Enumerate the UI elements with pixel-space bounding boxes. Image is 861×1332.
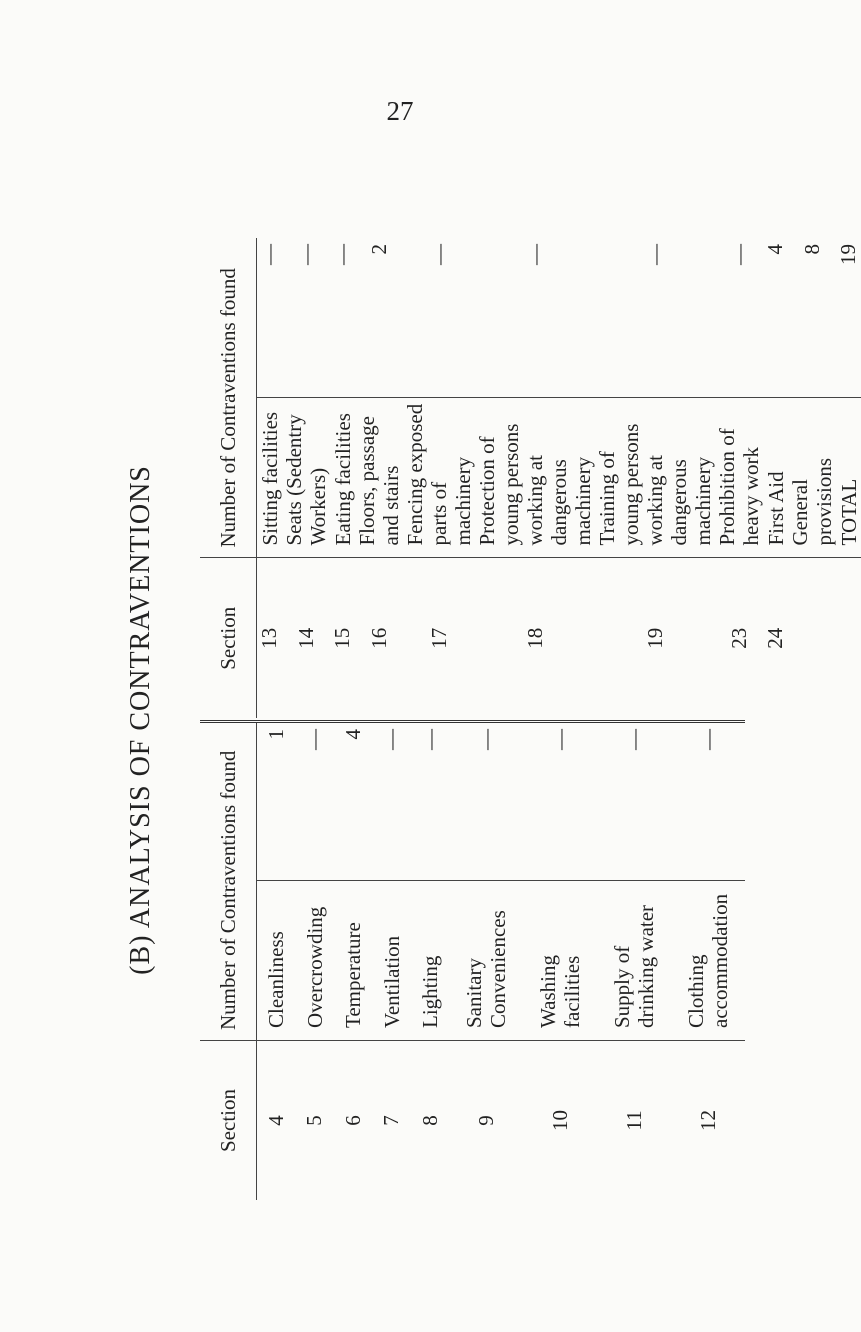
table-row bbox=[475, 238, 595, 718]
table-row bbox=[373, 722, 411, 1201]
section-number: 6 bbox=[340, 1115, 365, 1126]
provision-name: Seats (Sedentry Workers) bbox=[282, 398, 330, 558]
contraventions-table-right bbox=[200, 238, 861, 718]
total-value: 19 bbox=[836, 238, 861, 398]
contravention-count: 4 bbox=[763, 238, 788, 398]
section-number: 23 bbox=[726, 627, 751, 649]
provision-name: Temperature bbox=[334, 881, 372, 1041]
provision-name: Washing facilities bbox=[523, 881, 597, 1041]
provision-name: Sanitary Conveniences bbox=[450, 881, 524, 1041]
provision-name: Sitting facilities bbox=[257, 398, 283, 558]
section-number: 7 bbox=[379, 1115, 404, 1126]
table-row bbox=[330, 238, 355, 718]
table-row bbox=[296, 722, 334, 1201]
contraventions-table-left bbox=[200, 720, 745, 1200]
section-number: 17 bbox=[426, 627, 451, 649]
table-row bbox=[715, 238, 763, 718]
section-number: 4 bbox=[263, 1115, 288, 1126]
provision-name: Floors, passage and stairs bbox=[355, 398, 403, 558]
header-count: Number of Contraventions found bbox=[200, 722, 257, 1041]
table-row bbox=[595, 238, 715, 718]
provision-name: Lighting bbox=[411, 881, 449, 1041]
section-number: 19 bbox=[642, 627, 667, 649]
section-number: 8 bbox=[417, 1115, 442, 1126]
page-title: (B) ANALYSIS OF CONTRAVENTIONS bbox=[125, 465, 156, 975]
section-number: 12 bbox=[695, 1110, 720, 1131]
table-row bbox=[355, 238, 403, 718]
contravention-count: — bbox=[403, 238, 475, 398]
table-row bbox=[411, 722, 449, 1201]
table-row bbox=[334, 722, 372, 1201]
provision-name: Ventilation bbox=[373, 881, 411, 1041]
contravention-count: — bbox=[330, 238, 355, 398]
provision-name: Overcrowding bbox=[296, 881, 334, 1041]
contravention-count: — bbox=[373, 722, 411, 882]
contravention-count: 1 bbox=[257, 722, 296, 882]
header-count: Number of Contraventions found bbox=[200, 238, 257, 558]
section-number: 24 bbox=[763, 627, 787, 649]
table-row bbox=[597, 722, 671, 1201]
table-row bbox=[763, 238, 788, 718]
contravention-count: — bbox=[296, 722, 334, 882]
provision-name: First Aid bbox=[763, 398, 788, 558]
section-number: 15 bbox=[330, 627, 354, 649]
contravention-count: 2 bbox=[355, 238, 403, 398]
contravention-count: — bbox=[475, 238, 595, 398]
table-row bbox=[257, 722, 296, 1201]
provision-name: Supply of drinking water bbox=[597, 881, 671, 1041]
table-row bbox=[450, 722, 524, 1201]
contravention-count: — bbox=[671, 722, 745, 882]
provision-name: Prohibition of heavy work bbox=[715, 398, 763, 558]
table-row bbox=[403, 238, 475, 718]
provision-name: Training of young persons working at dangerous machinery bbox=[595, 398, 715, 558]
table-row bbox=[671, 722, 745, 1201]
section-number: 11 bbox=[621, 1110, 646, 1131]
provision-name: Eating facilities bbox=[330, 398, 355, 558]
contravention-count: 4 bbox=[334, 722, 372, 882]
contravention-count: — bbox=[597, 722, 671, 882]
table-row bbox=[257, 238, 283, 718]
contravention-count: — bbox=[257, 238, 283, 398]
section-number bbox=[788, 558, 836, 718]
contravention-count: — bbox=[715, 238, 763, 398]
provision-name: General provisions bbox=[788, 398, 836, 558]
contravention-count: — bbox=[595, 238, 715, 398]
contravention-count: 8 bbox=[788, 238, 836, 398]
provision-name: Cleanliness bbox=[257, 881, 296, 1041]
contravention-count: — bbox=[282, 238, 330, 398]
contravention-count: — bbox=[411, 722, 449, 882]
total-label: TOTAL bbox=[836, 398, 861, 558]
contravention-count: — bbox=[450, 722, 524, 882]
section-number: 14 bbox=[293, 627, 318, 649]
provision-name: Clothing accommodation bbox=[671, 881, 745, 1041]
section-number: 9 bbox=[473, 1115, 498, 1126]
section-number: 5 bbox=[302, 1115, 327, 1126]
total-row bbox=[836, 238, 861, 718]
contravention-count: — bbox=[523, 722, 597, 882]
rotated-page bbox=[115, 240, 861, 1200]
table-row bbox=[788, 238, 836, 718]
section-number: 10 bbox=[547, 1110, 572, 1131]
header-section: Section bbox=[200, 1041, 257, 1201]
section-number: 13 bbox=[257, 627, 281, 649]
table-row bbox=[282, 238, 330, 718]
table-row bbox=[523, 722, 597, 1201]
section-number: 16 bbox=[366, 627, 391, 649]
section-number: 18 bbox=[522, 627, 547, 649]
provision-name: Protection of young persons working at dangerous machinery bbox=[475, 398, 595, 558]
header-section: Section bbox=[200, 558, 257, 718]
provision-name: Fencing exposed parts of machinery bbox=[403, 398, 475, 558]
page-number: 27 bbox=[386, 96, 414, 126]
